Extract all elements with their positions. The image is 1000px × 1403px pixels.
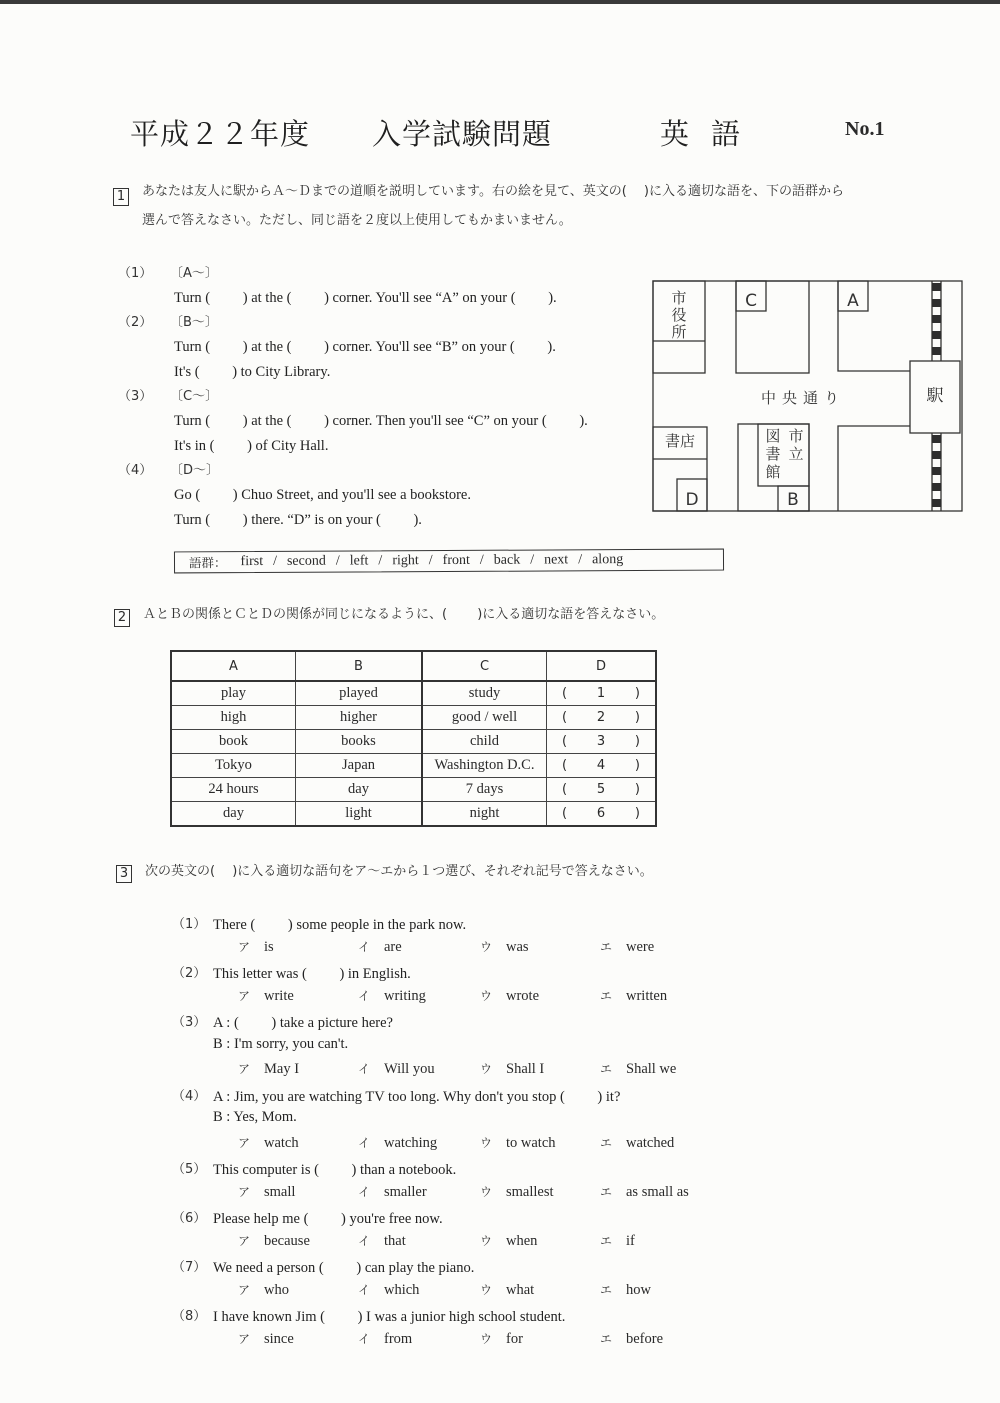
- q3-option: [238, 1232, 310, 1250]
- option-key: ウ: [480, 939, 493, 954]
- map-marker-b: B: [787, 490, 799, 510]
- map-library-4: 書: [765, 445, 781, 463]
- answer-blank[interactable]: [562, 686, 640, 701]
- word-bank-separator: /: [428, 553, 433, 569]
- word-bank-separator: /: [273, 553, 278, 569]
- q1-item-sentence: Turn ( ) there. “D” is on your ( ).: [174, 512, 422, 528]
- option-text: were: [626, 938, 655, 955]
- q3-item-number: （1）: [172, 917, 207, 932]
- rail-tie: [932, 451, 941, 459]
- q1-item-sentence: It's in ( ) of City Hall.: [174, 438, 329, 454]
- option-text: Will you: [384, 1061, 435, 1077]
- table-cell-c: 7 days: [422, 778, 547, 802]
- option-text: watched: [626, 1134, 675, 1151]
- q1-item-number: （4）: [118, 463, 153, 478]
- answer-blank[interactable]: [562, 758, 640, 773]
- q1-item-label: 〔B～〕: [170, 315, 218, 330]
- option-text: how: [626, 1281, 651, 1298]
- q3-item-number: （7）: [172, 1260, 207, 1275]
- option-text: Shall I: [506, 1061, 545, 1077]
- paren-close: ): [634, 806, 640, 821]
- table-cell-c: Washington D.C.: [422, 754, 547, 778]
- option-key: ウ: [480, 1282, 493, 1297]
- q1-item-sentence: Turn ( ) at the ( ) corner. You'll see “A” on your ( ).: [174, 290, 557, 306]
- option-key: エ: [600, 1062, 613, 1076]
- word-bank-separator: /: [479, 552, 484, 568]
- table-cell-c: good / well: [422, 706, 547, 730]
- rail-tie: [932, 467, 941, 475]
- word-bank-separator: /: [578, 552, 583, 568]
- table-row: [171, 681, 656, 706]
- map-station: 駅: [926, 386, 944, 406]
- q3-item-sentence: There ( ) some people in the park now.: [213, 917, 467, 933]
- map-library-3: 図: [765, 427, 781, 445]
- option-text: written: [626, 987, 668, 1004]
- map-library-1: 市: [788, 427, 804, 445]
- page-number: No.1: [845, 118, 885, 140]
- word-bank: [174, 549, 724, 574]
- answer-blank-cell[interactable]: [547, 730, 657, 754]
- subject-title: 英語: [660, 117, 763, 151]
- word-bank-word: back: [493, 552, 521, 568]
- q1-instruction-line2: 選んで答えなさい。ただし、同じ語を２度以上使用してもかまいません。: [142, 213, 572, 228]
- q3-item-sentence: We need a person ( ) can play the piano.: [213, 1260, 475, 1276]
- map-city-hall-2: 役: [671, 306, 687, 324]
- paren-open: (: [562, 758, 568, 773]
- q3-option: [600, 987, 667, 1005]
- option-text: what: [506, 1281, 535, 1298]
- q3-option: [238, 1183, 295, 1201]
- paren-close: ): [634, 758, 640, 773]
- option-text: for: [506, 1330, 523, 1347]
- table-cell-a: day: [171, 802, 296, 827]
- option-text: smaller: [384, 1183, 427, 1200]
- map-city-hall-1: 市: [671, 289, 687, 307]
- q3-item-sentence: Please help me ( ) you're free now.: [213, 1211, 443, 1227]
- option-key: ア: [238, 939, 251, 954]
- question-number-2: 2: [114, 609, 130, 627]
- option-text: May I: [264, 1061, 300, 1077]
- option-key: エ: [600, 1282, 613, 1297]
- exam-year: 平成２２年度: [130, 117, 311, 151]
- q1-item-sentence: Go ( ) Chuo Street, and you'll see a bookstore.: [174, 487, 471, 503]
- q3-option: [480, 1281, 534, 1299]
- option-key: ウ: [480, 988, 493, 1003]
- paren-close: ): [634, 782, 640, 797]
- option-text: if: [626, 1232, 635, 1249]
- q1-instruction-line1: あなたは友人に駅からＡ～Ｄまでの道順を説明しています。右の絵を見て、英文の( )に入る適切な語を、下の語群から: [142, 184, 844, 199]
- table-cell-b: light: [296, 802, 423, 827]
- q3-item-sentence: This letter was ( ) in English.: [213, 966, 411, 982]
- q3-option: [600, 1281, 651, 1299]
- word-bank-word: first: [240, 553, 264, 570]
- table-cell-c: night: [422, 802, 547, 827]
- option-text: was: [506, 938, 529, 955]
- q3-option: [480, 1330, 523, 1348]
- option-text: Shall we: [626, 1061, 677, 1077]
- table-cell-a: book: [171, 730, 296, 754]
- word-bank-separator: /: [378, 553, 383, 569]
- q3-option: [480, 1134, 556, 1152]
- option-text: when: [506, 1232, 538, 1249]
- q3-item-number: （4）: [172, 1088, 207, 1104]
- option-text: small: [264, 1183, 296, 1200]
- option-key: エ: [600, 1233, 613, 1248]
- word-bank-word: left: [349, 553, 369, 569]
- q3-item-number: （8）: [172, 1309, 207, 1324]
- answer-blank[interactable]: [562, 710, 640, 725]
- col-header-d: D: [547, 651, 657, 681]
- option-key: ア: [238, 1282, 251, 1297]
- option-key: ウ: [480, 1135, 493, 1150]
- paren-open: (: [562, 806, 568, 821]
- option-key: ア: [238, 1062, 251, 1076]
- blank-number: 5: [596, 782, 606, 797]
- table-cell-b: higher: [296, 706, 423, 730]
- q3-option: [480, 1060, 544, 1078]
- option-text: since: [264, 1330, 294, 1347]
- q3-item-sentence: B : Yes, Mom.: [213, 1109, 297, 1125]
- table-cell-c: study: [422, 681, 547, 706]
- paren-open: (: [562, 734, 568, 749]
- option-text: write: [264, 987, 294, 1004]
- option-text: watching: [384, 1134, 438, 1151]
- paren-close: ): [634, 734, 640, 749]
- q3-option: [238, 1330, 294, 1348]
- option-text: to watch: [506, 1134, 556, 1151]
- table-row: [171, 706, 656, 730]
- question-number-1: 1: [113, 188, 129, 206]
- answer-blank[interactable]: [562, 782, 640, 797]
- word-bank-word: second: [286, 553, 326, 569]
- option-text: that: [384, 1232, 406, 1249]
- answer-blank-cell[interactable]: [547, 681, 657, 706]
- option-key: エ: [600, 1184, 613, 1199]
- option-key: イ: [358, 1282, 371, 1297]
- rail-tie: [932, 499, 941, 507]
- paren-open: (: [562, 782, 568, 797]
- rail-tie: [932, 483, 941, 491]
- q1-item-sentence: Turn ( ) at the ( ) corner. Then you'll see “C” on your ( ).: [174, 413, 588, 429]
- rail-tie: [932, 435, 941, 443]
- option-text: writing: [384, 987, 426, 1004]
- q3-option: [600, 1134, 674, 1152]
- question-number-3: 3: [116, 865, 132, 883]
- table-row: [171, 802, 656, 827]
- answer-blank-cell[interactable]: [547, 706, 657, 730]
- option-key: イ: [358, 1062, 371, 1076]
- table-header-row: [171, 651, 656, 681]
- option-key: イ: [358, 939, 371, 954]
- option-key: ウ: [480, 1062, 493, 1076]
- word-bank-word: along: [592, 552, 624, 568]
- col-header-a: A: [171, 651, 296, 681]
- rail-tie: [932, 299, 941, 307]
- blank-number: 3: [596, 734, 606, 749]
- q3-option: [358, 1060, 435, 1078]
- option-key: エ: [600, 1135, 613, 1150]
- map-library-5: 館: [765, 463, 781, 481]
- q3-item-sentence: B : I'm sorry, you can't.: [213, 1035, 349, 1052]
- map-street-name: 中央通り: [760, 389, 846, 407]
- option-text: which: [384, 1281, 420, 1298]
- answer-blank-cell[interactable]: [547, 754, 657, 778]
- word-bank-word: next: [544, 552, 569, 568]
- map-marker-c: C: [745, 291, 757, 311]
- q3-instruction: 次の英文の( )に入る適切な語句をア～エから１つ選び、それぞれ記号で答えなさい。: [145, 864, 653, 879]
- q3-option: [358, 1134, 437, 1152]
- table-cell-c: child: [422, 730, 547, 754]
- word-bank-label: 語群：: [188, 555, 227, 571]
- blank-number: 4: [596, 758, 606, 773]
- q2-instruction: ＡとＢの関係とＣとＤの関係が同じになるように、( )に入る適切な語を答えなさい。: [143, 607, 665, 622]
- map-bookstore: 書店: [664, 432, 696, 450]
- paren-close: ): [634, 686, 640, 701]
- q3-item-sentence: A : ( ) take a picture here?: [213, 1015, 393, 1031]
- option-text: are: [384, 938, 402, 955]
- option-key: ウ: [480, 1184, 493, 1199]
- option-text: because: [264, 1232, 310, 1249]
- q1-item-label: 〔D～〕: [170, 463, 220, 478]
- rail-tie: [932, 315, 941, 323]
- q3-option: [600, 1183, 689, 1201]
- q3-option: [358, 1281, 419, 1299]
- q1-item-number: （2）: [118, 315, 153, 330]
- scan-edge: [0, 0, 1000, 4]
- rail-tie: [932, 283, 941, 291]
- option-text: who: [264, 1281, 289, 1298]
- word-bank-word: front: [442, 552, 470, 569]
- rail-tie: [932, 331, 941, 339]
- paren-open: (: [562, 710, 568, 725]
- map-marker-a: A: [847, 291, 859, 311]
- relation-table: [170, 650, 657, 827]
- table-cell-a: Tokyo: [171, 754, 296, 778]
- q1-item-sentence: It's ( ) to City Library.: [174, 364, 331, 380]
- q3-item-sentence: This computer is ( ) than a notebook.: [213, 1162, 457, 1178]
- q1-item-number: （1）: [118, 266, 153, 281]
- q3-item-sentence: A : Jim, you are watching TV too long. Why don't you stop ( ) it?: [213, 1088, 621, 1105]
- map-library-2: 立: [788, 445, 804, 463]
- q3-item-sentence: I have known Jim ( ) I was a junior high school student.: [213, 1309, 566, 1325]
- answer-blank-cell[interactable]: [547, 802, 657, 827]
- option-key: イ: [358, 988, 371, 1003]
- blank-number: 2: [596, 710, 606, 725]
- q3-option: [238, 1281, 289, 1299]
- q3-option: [238, 1134, 299, 1152]
- q3-option: [600, 1232, 635, 1250]
- col-header-c: C: [422, 651, 547, 681]
- option-key: イ: [358, 1135, 371, 1150]
- directions-map: [652, 279, 964, 513]
- q1-item-label: 〔C～〕: [170, 389, 219, 404]
- option-text: as small as: [626, 1183, 689, 1200]
- q3-option: [480, 987, 539, 1005]
- option-key: ウ: [480, 1233, 493, 1248]
- q3-option: [238, 987, 294, 1005]
- option-key: イ: [358, 1233, 371, 1248]
- q3-item-number: （2）: [172, 966, 207, 981]
- q3-option: [480, 1232, 537, 1250]
- option-key: エ: [600, 1331, 613, 1346]
- q3-option: [358, 1232, 406, 1250]
- answer-blank[interactable]: [562, 734, 640, 749]
- option-text: watch: [264, 1134, 299, 1151]
- option-key: ア: [238, 988, 251, 1003]
- rail-tie: [932, 347, 941, 355]
- exam-title: 入学試験問題: [372, 117, 553, 151]
- table-cell-b: books: [296, 730, 423, 754]
- q3-option: [358, 938, 402, 956]
- option-key: エ: [600, 939, 613, 954]
- q3-option: [480, 938, 529, 956]
- q3-option: [238, 938, 274, 956]
- table-cell-a: high: [171, 706, 296, 730]
- option-key: ア: [238, 1184, 251, 1199]
- q3-option: [600, 1060, 676, 1078]
- option-text: wrote: [506, 987, 540, 1004]
- word-bank-separator: /: [335, 553, 340, 569]
- q3-option: [358, 1183, 427, 1201]
- q3-item-number: （3）: [172, 1015, 207, 1030]
- q3-option: [358, 1330, 412, 1348]
- option-key: エ: [600, 988, 613, 1003]
- q3-item-number: （5）: [172, 1162, 207, 1177]
- option-text: is: [264, 938, 274, 955]
- table-cell-b: day: [296, 778, 423, 802]
- q3-item-number: （6）: [172, 1211, 207, 1226]
- option-key: イ: [358, 1184, 371, 1199]
- option-key: ア: [238, 1233, 251, 1248]
- table-row: [171, 730, 656, 754]
- table-row: [171, 754, 656, 778]
- col-header-b: B: [296, 651, 423, 681]
- q3-option: [600, 1330, 663, 1348]
- q1-item-label: 〔A～〕: [170, 266, 218, 281]
- table-row: [171, 778, 656, 802]
- option-key: ア: [238, 1331, 251, 1346]
- table-cell-b: played: [296, 681, 423, 706]
- paren-close: ): [634, 710, 640, 725]
- blank-number: 6: [596, 806, 606, 821]
- option-text: before: [626, 1330, 664, 1347]
- q3-option: [480, 1183, 554, 1201]
- option-key: ウ: [480, 1331, 493, 1346]
- table-cell-b: Japan: [296, 754, 423, 778]
- blank-number: 1: [596, 686, 606, 701]
- q1-item-number: （3）: [118, 389, 153, 404]
- q3-option: [238, 1060, 299, 1078]
- option-key: イ: [358, 1331, 371, 1346]
- option-text: smallest: [506, 1183, 554, 1200]
- word-bank-separator: /: [530, 552, 535, 568]
- paren-open: (: [562, 686, 568, 701]
- option-text: from: [384, 1330, 413, 1347]
- answer-blank-cell[interactable]: [547, 778, 657, 802]
- table-cell-a: play: [171, 681, 296, 706]
- answer-blank[interactable]: [562, 806, 640, 821]
- map-marker-d: D: [685, 490, 699, 510]
- q3-option: [358, 987, 426, 1005]
- word-bank-word: right: [392, 553, 419, 569]
- q3-option: [600, 938, 654, 956]
- q1-item-sentence: Turn ( ) at the ( ) corner. You'll see “B” on your ( ).: [174, 339, 556, 355]
- table-cell-a: 24 hours: [171, 778, 296, 802]
- option-key: ア: [238, 1135, 251, 1150]
- map-city-hall-3: 所: [671, 323, 687, 341]
